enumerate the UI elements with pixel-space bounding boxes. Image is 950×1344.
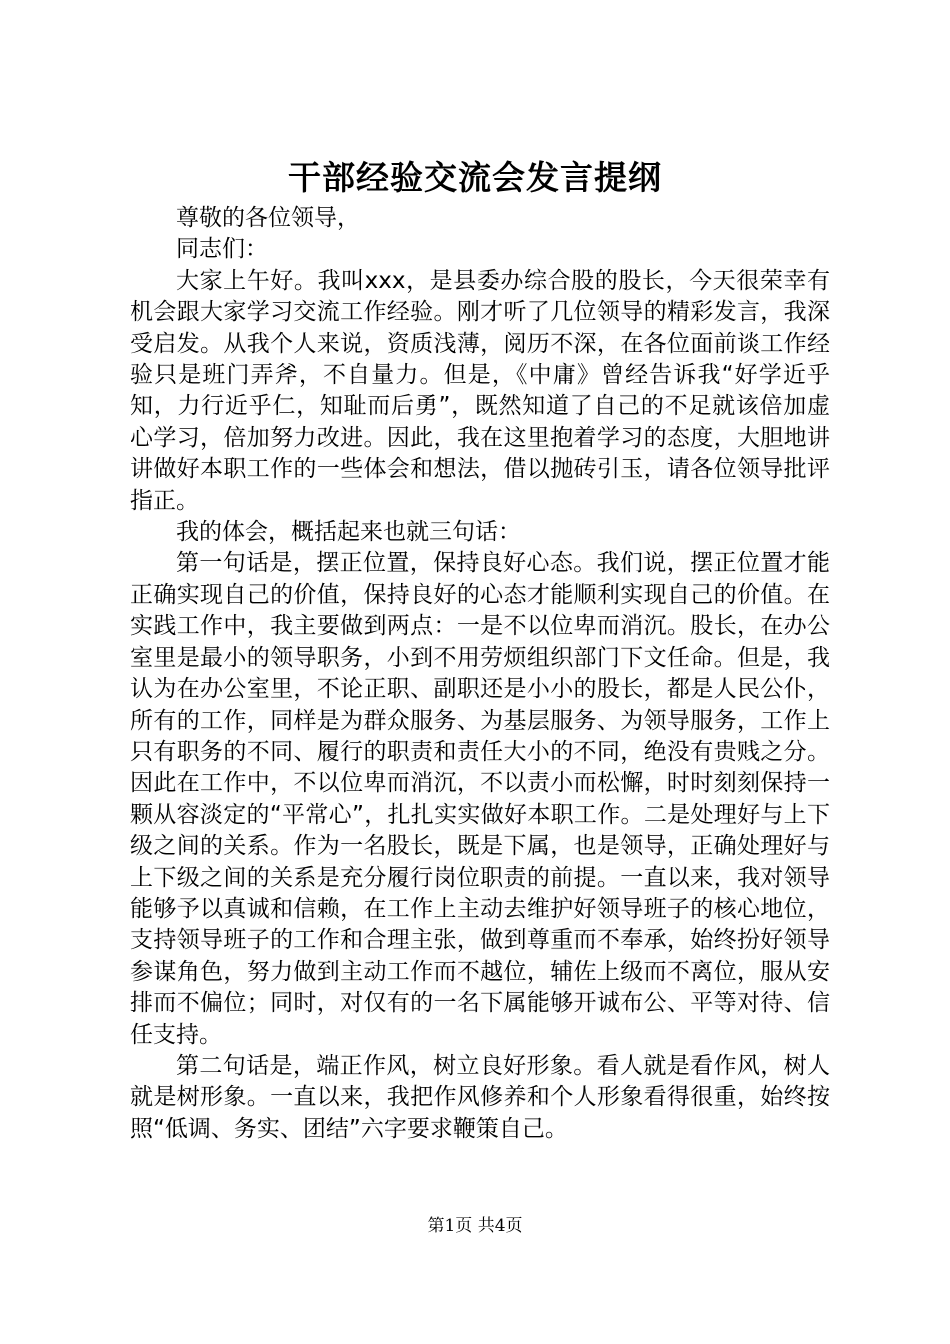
body-paragraph: 大家上午好。我叫xxx，是县委办综合股的股长，今天很荣幸有机会跟大家学习交流工作经验。刚才听了几位领导的精彩发言，我深受启发。从我个人来说，资质浅薄，阅历不深，在各位面前谈工作经验只是班门弄斧，不自量力。但是，《中庸》曾经告诉我“好学近乎知，力行近乎仁，知耻而后勇”，既然知道了自己的不足就该倍加虚心学习，倍加努力改进。因此，我在这里抱着学习的态度，大胆地讲讲做好本职工作的一些体会和想法，借以抛砖引玉，请各位领导批评指正。 — [130, 267, 830, 514]
body-paragraph: 第二句话是，端正作风，树立良好形象。看人就是看作风，树人就是树形象。一直以来，我把作风修养和个人形象看得很重，始终按照“低调、务实、团结”六字要求鞭策自己。 — [130, 1052, 830, 1142]
salutation-line: 同志们： — [176, 236, 268, 263]
body-paragraph: 我的体会，概括起来也就三句话： — [176, 519, 521, 546]
body-paragraph: 第一句话是，摆正位置，保持良好心态。我们说，摆正位置才能正确实现自己的价值，保持良好的心态才能顺利实现自己的价值。在实践工作中，我主要做到两点：一是不以位卑而消沉。股长，在办公室里是最小的领导职务，小到不用劳烦组织部门下文任命。但是，我认为在办公室里，不论正职、副职还是小小的股长，都是人民公仆，所有的工作，同样是为群众服务、为基层服务、为领导服务，工作上只有职务的不同、履行的职责和责任大小的不同，绝没有贵贱之分。因此在工作中，不以位卑而消沉，不以责小而松懈，时时刻刻保持一颗从容淡定的“平常心”，扎扎实实做好本职工作。二是处理好与上下级之间的关系。作为一名股长，既是下属，也是领导，正确处理好与上下级之间的关系是充分履行岗位职责的前提。一直以来，我对领导能够予以真诚和信赖，在工作上主动去维护好领导班子的核心地位，支持领导班子的工作和合理主张，做到尊重而不奉承，始终扮好领导参谋角色，努力做到主动工作而不越位，辅佐上级而不离位，服从安排而不偏位；同时，对仅有的一名下属能够开诚布公、平等对待、信任支持。 — [130, 550, 830, 1048]
document-body — [130, 203, 830, 1145]
page-footer: 第1页 共4页 — [427, 1216, 523, 1236]
salutation-line: 尊敬的各位领导， — [176, 205, 360, 231]
document-title: 干部经验交流会发言提纲 — [288, 158, 662, 197]
